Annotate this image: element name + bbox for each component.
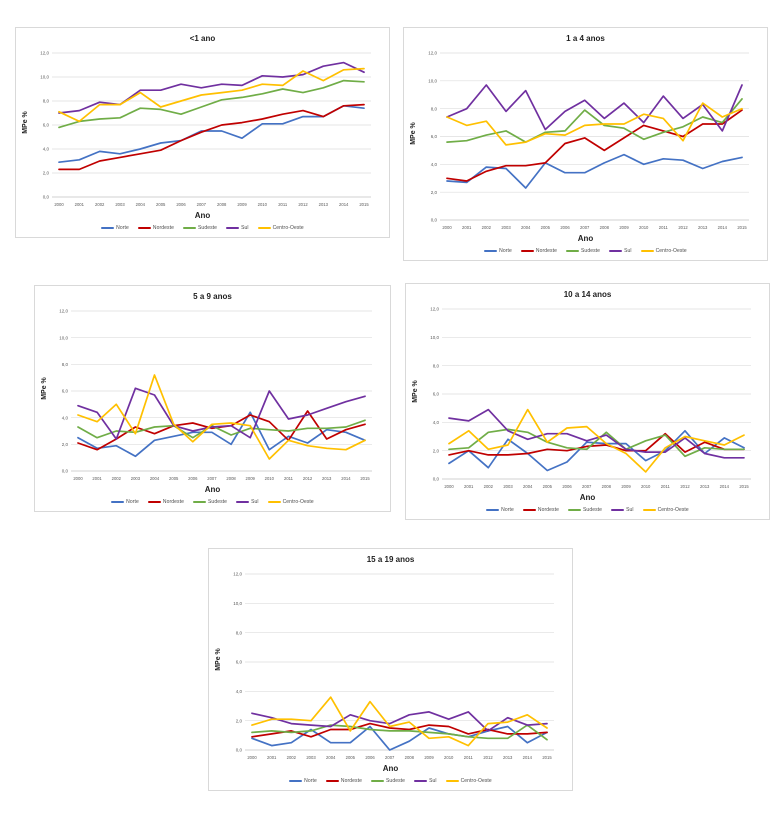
x-tick-label: 2010 [639, 225, 649, 230]
y-tick-label: 8,0 [430, 106, 437, 112]
legend-item-norte [484, 248, 512, 254]
x-tick-label: 2004 [135, 202, 145, 207]
legend-item-norte [111, 499, 139, 505]
y-axis-label: MPe % [21, 110, 29, 134]
legend-label-sudeste: Sudeste [583, 507, 603, 513]
legend-item-sul [226, 225, 249, 231]
y-tick-label: 0,0 [42, 194, 49, 200]
legend-label-sul: Sul [241, 225, 249, 231]
x-tick-label: 2012 [678, 225, 688, 230]
x-tick-label: 2013 [318, 202, 328, 207]
x-tick-label: 2009 [619, 225, 629, 230]
x-tick-label: 2000 [54, 202, 64, 207]
x-tick-label: 2006 [562, 484, 572, 489]
y-tick-label: 8,0 [432, 363, 439, 369]
legend-label-sul: Sul [624, 248, 632, 254]
x-tick-label: 2010 [257, 202, 267, 207]
plot-area [215, 566, 566, 764]
legend [215, 775, 566, 787]
plot-wrap [22, 45, 383, 211]
x-tick-label: 2013 [322, 476, 332, 481]
legend-swatch-nordeste [523, 509, 536, 511]
x-axis-label: Ano [577, 234, 594, 243]
series-line-nordeste [447, 110, 742, 181]
legend-swatch-nordeste [138, 227, 151, 229]
legend-item-sudeste [568, 507, 602, 513]
x-tick-label: 2001 [92, 476, 102, 481]
legend-item-nordeste [523, 507, 559, 513]
y-axis-label: MPe % [40, 376, 48, 400]
y-tick-label: 10,0 [59, 335, 68, 341]
legend-item-norte [289, 778, 317, 784]
y-tick-label: 2,0 [61, 441, 68, 447]
x-tick-label: 2000 [444, 484, 454, 489]
plot-area [410, 45, 761, 234]
legend-label-nordeste: Nordeste [340, 778, 362, 784]
x-tick-label: 2006 [560, 225, 570, 230]
chart-title: 5 a 9 anos [193, 292, 232, 301]
chart-title: 1 a 4 anos [566, 34, 605, 43]
x-axis-label: Ano [579, 493, 596, 502]
legend-label-centro-oeste: Centro-Oeste [272, 225, 304, 231]
legend-label-norte: Norte [501, 507, 514, 513]
y-tick-label: 0,0 [235, 747, 242, 753]
x-tick-label: 2012 [680, 484, 690, 489]
x-tick-label: 2003 [130, 476, 141, 481]
legend-swatch-sul [226, 227, 239, 229]
legend-swatch-centro-oeste [641, 250, 654, 252]
x-tick-label: 2008 [601, 484, 611, 489]
legend-item-sudeste [183, 225, 217, 231]
plot-area [41, 303, 384, 485]
legend-swatch-centro-oeste [258, 227, 271, 229]
legend-swatch-nordeste [148, 501, 161, 503]
y-tick-label: 8,0 [42, 98, 49, 104]
y-axis-label: MPe % [214, 647, 222, 671]
x-tick-label: 2009 [621, 484, 631, 489]
legend-item-sul [414, 778, 437, 784]
y-tick-label: 4,0 [430, 161, 437, 167]
x-axis-label: Ano [194, 211, 211, 220]
x-tick-label: 2008 [217, 202, 227, 207]
x-tick-label: 2007 [582, 484, 592, 489]
x-tick-label: 2005 [169, 476, 179, 481]
x-tick-label: 2010 [444, 755, 454, 760]
x-tick-label: 2001 [74, 202, 84, 207]
legend-label-centro-oeste: Centro-Oeste [460, 778, 492, 784]
x-tick-label: 2008 [226, 476, 236, 481]
legend [41, 496, 384, 508]
x-tick-label: 2013 [698, 225, 708, 230]
legend-swatch-norte [101, 227, 114, 229]
plot-wrap [410, 45, 761, 234]
x-tick-label: 2003 [501, 225, 511, 230]
y-tick-label: 2,0 [235, 718, 242, 724]
legend-swatch-norte [484, 250, 497, 252]
legend-swatch-norte [486, 509, 499, 511]
series-line-sudeste [447, 99, 742, 142]
x-tick-label: 2007 [385, 755, 395, 760]
plot-wrap [41, 303, 384, 485]
legend-item-centro-oeste [446, 778, 492, 784]
y-tick-label: 0,0 [61, 468, 68, 474]
x-axis-label: Ano [382, 764, 399, 773]
series-line-centro-oeste [59, 69, 364, 122]
chart-1-4-years [403, 27, 768, 261]
y-tick-label: 4,0 [61, 415, 68, 421]
x-tick-label: 2002 [286, 755, 296, 760]
legend-label-nordeste: Nordeste [535, 248, 557, 254]
plot-area [22, 45, 383, 211]
legend-label-sul: Sul [251, 499, 259, 505]
y-tick-label: 6,0 [430, 134, 437, 140]
legend [410, 245, 761, 257]
x-tick-label: 2008 [599, 225, 609, 230]
legend-label-centro-oeste: Centro-Oeste [655, 248, 687, 254]
legend-label-centro-oeste: Centro-Oeste [282, 499, 314, 505]
x-tick-label: 2002 [481, 225, 491, 230]
x-tick-label: 2010 [641, 484, 651, 489]
legend-swatch-sudeste [183, 227, 196, 229]
x-tick-label: 2000 [73, 476, 83, 481]
x-tick-label: 2014 [719, 484, 729, 489]
y-tick-label: 10,0 [430, 334, 439, 340]
y-tick-label: 12,0 [40, 50, 49, 56]
x-tick-label: 2007 [207, 476, 217, 481]
y-tick-label: 10,0 [40, 74, 49, 80]
y-tick-label: 2,0 [432, 448, 439, 454]
x-tick-label: 2008 [404, 755, 414, 760]
y-tick-label: 12,0 [428, 50, 437, 56]
legend-label-sudeste: Sudeste [386, 778, 406, 784]
legend-swatch-centro-oeste [268, 501, 281, 503]
y-tick-label: 8,0 [235, 630, 242, 636]
x-tick-label: 2005 [345, 755, 355, 760]
y-tick-label: 12,0 [233, 571, 242, 577]
series-line-nordeste [59, 105, 364, 170]
legend-item-centro-oeste [641, 248, 687, 254]
legend-label-sul: Sul [626, 507, 634, 513]
x-tick-label: 2009 [245, 476, 255, 481]
plot-wrap [412, 301, 763, 493]
x-tick-label: 2011 [660, 484, 670, 489]
x-tick-label: 2012 [483, 755, 493, 760]
chart-10-14-years [405, 283, 770, 520]
x-tick-label: 2012 [302, 476, 313, 481]
y-tick-label: 6,0 [61, 388, 68, 394]
x-tick-label: 2015 [737, 225, 747, 230]
legend-swatch-sul [414, 780, 427, 782]
legend-label-sudeste: Sudeste [208, 499, 228, 505]
legend-label-norte: Norte [304, 778, 317, 784]
x-tick-label: 2002 [483, 484, 493, 489]
x-tick-label: 2000 [442, 225, 452, 230]
y-tick-label: 4,0 [235, 688, 242, 694]
legend-item-nordeste [521, 248, 557, 254]
x-tick-label: 2014 [717, 225, 727, 230]
chart-title: 15 a 19 anos [366, 555, 415, 564]
y-tick-label: 8,0 [61, 361, 68, 367]
legend-label-sudeste: Sudeste [581, 248, 601, 254]
x-tick-label: 2006 [365, 755, 375, 760]
series-line-nordeste [449, 434, 744, 455]
legend-item-nordeste [148, 499, 184, 505]
x-tick-label: 2011 [283, 476, 294, 481]
chart-title: 10 a 14 anos [563, 290, 612, 299]
chart-5-9-years [34, 285, 391, 512]
y-axis-label: MPe % [409, 122, 417, 145]
x-tick-label: 2013 [700, 484, 710, 489]
x-tick-label: 2011 [278, 202, 288, 207]
x-tick-label: 2006 [176, 202, 186, 207]
x-tick-label: 2002 [111, 476, 121, 481]
plot-area [412, 301, 763, 493]
legend-label-centro-oeste: Centro-Oeste [657, 507, 689, 513]
legend-label-nordeste: Nordeste [162, 499, 184, 505]
x-tick-label: 2011 [658, 225, 668, 230]
y-tick-label: 6,0 [235, 659, 242, 665]
series-line-norte [447, 155, 742, 188]
y-tick-label: 12,0 [430, 306, 439, 312]
y-tick-label: 6,0 [432, 391, 439, 397]
x-tick-label: 2000 [247, 755, 257, 760]
legend-item-centro-oeste [258, 225, 304, 231]
y-tick-label: 0,0 [432, 476, 439, 482]
legend-item-sudeste [566, 248, 600, 254]
x-tick-label: 2005 [540, 225, 550, 230]
legend-item-sudeste [371, 778, 405, 784]
series-line-centro-oeste [78, 375, 365, 459]
x-tick-label: 2015 [360, 476, 370, 481]
legend-label-nordeste: Nordeste [537, 507, 559, 513]
x-tick-label: 2004 [326, 755, 336, 760]
x-tick-label: 2001 [267, 755, 277, 760]
y-tick-label: 2,0 [42, 170, 49, 176]
legend-label-norte: Norte [126, 499, 139, 505]
x-tick-label: 2014 [341, 476, 351, 481]
y-tick-label: 0,0 [430, 217, 437, 223]
legend-item-sudeste [193, 499, 227, 505]
x-axis-label: Ano [204, 485, 221, 494]
x-tick-label: 2015 [542, 755, 552, 760]
legend-item-norte [101, 225, 129, 231]
y-tick-label: 10,0 [233, 600, 242, 606]
legend-swatch-sudeste [371, 780, 384, 782]
x-tick-label: 2011 [463, 755, 473, 760]
x-tick-label: 2005 [156, 202, 166, 207]
x-tick-label: 2002 [95, 202, 105, 207]
legend-item-sul [611, 507, 634, 513]
plot-wrap [215, 566, 566, 764]
x-tick-label: 2012 [298, 202, 308, 207]
chart-15-19-years [208, 548, 573, 791]
legend-swatch-sul [609, 250, 622, 252]
legend-swatch-centro-oeste [446, 780, 459, 782]
x-tick-label: 2004 [523, 484, 533, 489]
legend [22, 222, 383, 234]
legend-swatch-sudeste [568, 509, 581, 511]
legend-label-norte: Norte [499, 248, 512, 254]
legend-swatch-sudeste [566, 250, 579, 252]
y-tick-label: 4,0 [42, 146, 49, 152]
legend-item-nordeste [138, 225, 174, 231]
x-tick-label: 2015 [359, 202, 369, 207]
legend [412, 504, 763, 516]
x-tick-label: 2005 [542, 484, 552, 489]
x-tick-label: 2014 [339, 202, 349, 207]
x-tick-label: 2013 [503, 755, 513, 760]
legend-item-centro-oeste [268, 499, 314, 505]
x-tick-label: 2007 [196, 202, 206, 207]
legend-item-sul [236, 499, 259, 505]
legend-swatch-norte [289, 780, 302, 782]
x-tick-label: 2009 [424, 755, 434, 760]
legend-label-norte: Norte [116, 225, 129, 231]
x-tick-label: 2015 [739, 484, 749, 489]
x-tick-label: 2003 [306, 755, 316, 760]
legend-item-centro-oeste [643, 507, 689, 513]
y-tick-label: 4,0 [432, 419, 439, 425]
x-tick-label: 2006 [188, 476, 198, 481]
x-tick-label: 2003 [503, 484, 513, 489]
legend-swatch-sul [236, 501, 249, 503]
legend-swatch-norte [111, 501, 124, 503]
x-tick-label: 2009 [237, 202, 247, 207]
chart-title: <1 ano [189, 34, 216, 43]
x-tick-label: 2004 [149, 476, 160, 481]
x-tick-label: 2014 [522, 755, 532, 760]
chart-under-1-year [15, 27, 390, 238]
legend-label-sul: Sul [429, 778, 437, 784]
x-tick-label: 2010 [264, 476, 274, 481]
y-axis-label: MPe % [411, 379, 419, 403]
y-tick-label: 2,0 [430, 189, 437, 195]
legend-swatch-nordeste [521, 250, 534, 252]
legend-item-nordeste [326, 778, 362, 784]
x-tick-label: 2003 [115, 202, 125, 207]
legend-swatch-centro-oeste [643, 509, 656, 511]
x-tick-label: 2004 [521, 225, 531, 230]
legend-label-nordeste: Nordeste [152, 225, 174, 231]
x-tick-label: 2001 [462, 225, 472, 230]
legend-item-norte [486, 507, 514, 513]
legend-swatch-sul [611, 509, 624, 511]
y-tick-label: 6,0 [42, 122, 49, 128]
legend-swatch-nordeste [326, 780, 339, 782]
y-tick-label: 12,0 [59, 308, 68, 314]
series-line-norte [78, 412, 365, 456]
x-tick-label: 2001 [464, 484, 474, 489]
y-tick-label: 10,0 [428, 78, 437, 84]
legend-swatch-sudeste [193, 501, 206, 503]
x-tick-label: 2007 [580, 225, 590, 230]
legend-item-sul [609, 248, 632, 254]
legend-label-sudeste: Sudeste [198, 225, 218, 231]
